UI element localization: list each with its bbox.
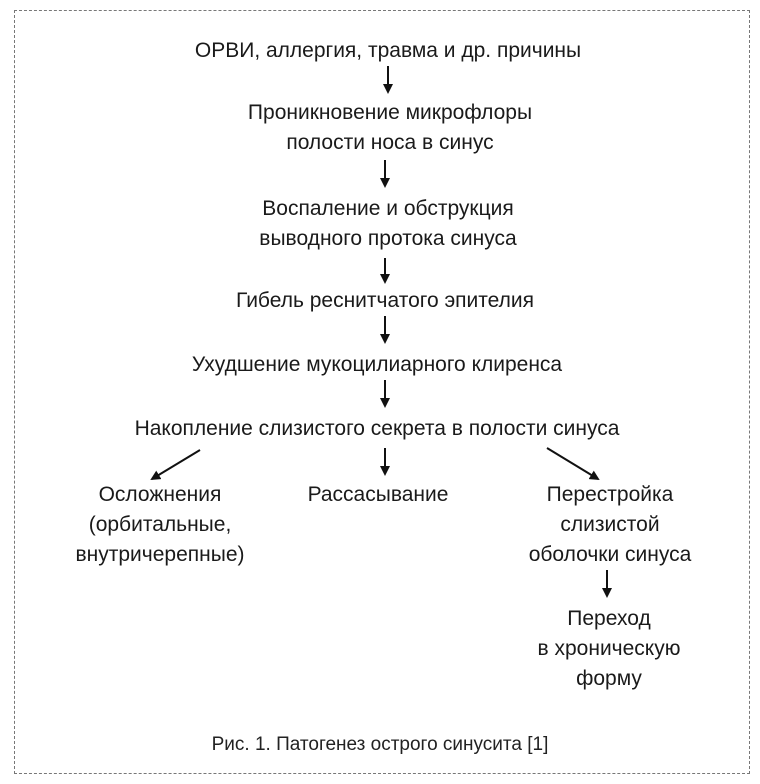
figure-caption: Рис. 1. Патогенез острого синусита [1] — [211, 734, 549, 755]
node-remodeling-line-1: Перестройка — [546, 483, 674, 506]
node-epithelium — [236, 286, 534, 316]
node-inflammation-line-1: Воспаление и обструкция — [262, 197, 514, 220]
node-chronic-line-3: форму — [576, 667, 642, 690]
arrow-accumulation-to-complications — [152, 450, 200, 479]
node-complications-line-1: Осложнения — [98, 483, 222, 506]
node-epithelium-text: Гибель реснитчатого эпителия — [236, 289, 534, 312]
node-clearance — [192, 350, 562, 380]
node-chronic — [538, 604, 681, 694]
node-resorption — [308, 480, 449, 510]
node-clearance-text: Ухудшение мукоцилиарного клиренса — [191, 353, 563, 376]
node-penetration-line-2: полости носа в синус — [286, 131, 494, 154]
node-remodeling — [529, 480, 692, 570]
node-penetration — [248, 98, 532, 158]
node-causes — [195, 36, 581, 66]
node-chronic-line-1: Переход — [567, 607, 651, 630]
node-inflammation-line-2: выводного протока синуса — [259, 227, 517, 250]
node-chronic-line-2: в хроническую — [537, 637, 681, 660]
node-complications-line-3: внутричерепные) — [75, 543, 245, 566]
node-causes-text: ОРВИ, аллергия, травма и др. причины — [194, 39, 582, 62]
node-complications — [76, 480, 245, 570]
node-resorption-text: Рассасывание — [307, 483, 449, 506]
node-inflammation — [259, 194, 516, 254]
node-accumulation-text: Накопление слизистого секрета в полости синуса — [134, 417, 620, 440]
node-penetration-line-1: Проникновение микрофлоры — [247, 101, 533, 124]
node-accumulation — [135, 414, 620, 444]
node-remodeling-line-3: оболочки синуса — [528, 543, 692, 566]
arrow-accumulation-to-remodeling — [547, 448, 598, 479]
node-complications-line-2: (орбитальные, — [88, 513, 232, 536]
node-remodeling-line-2: слизистой — [560, 513, 660, 536]
